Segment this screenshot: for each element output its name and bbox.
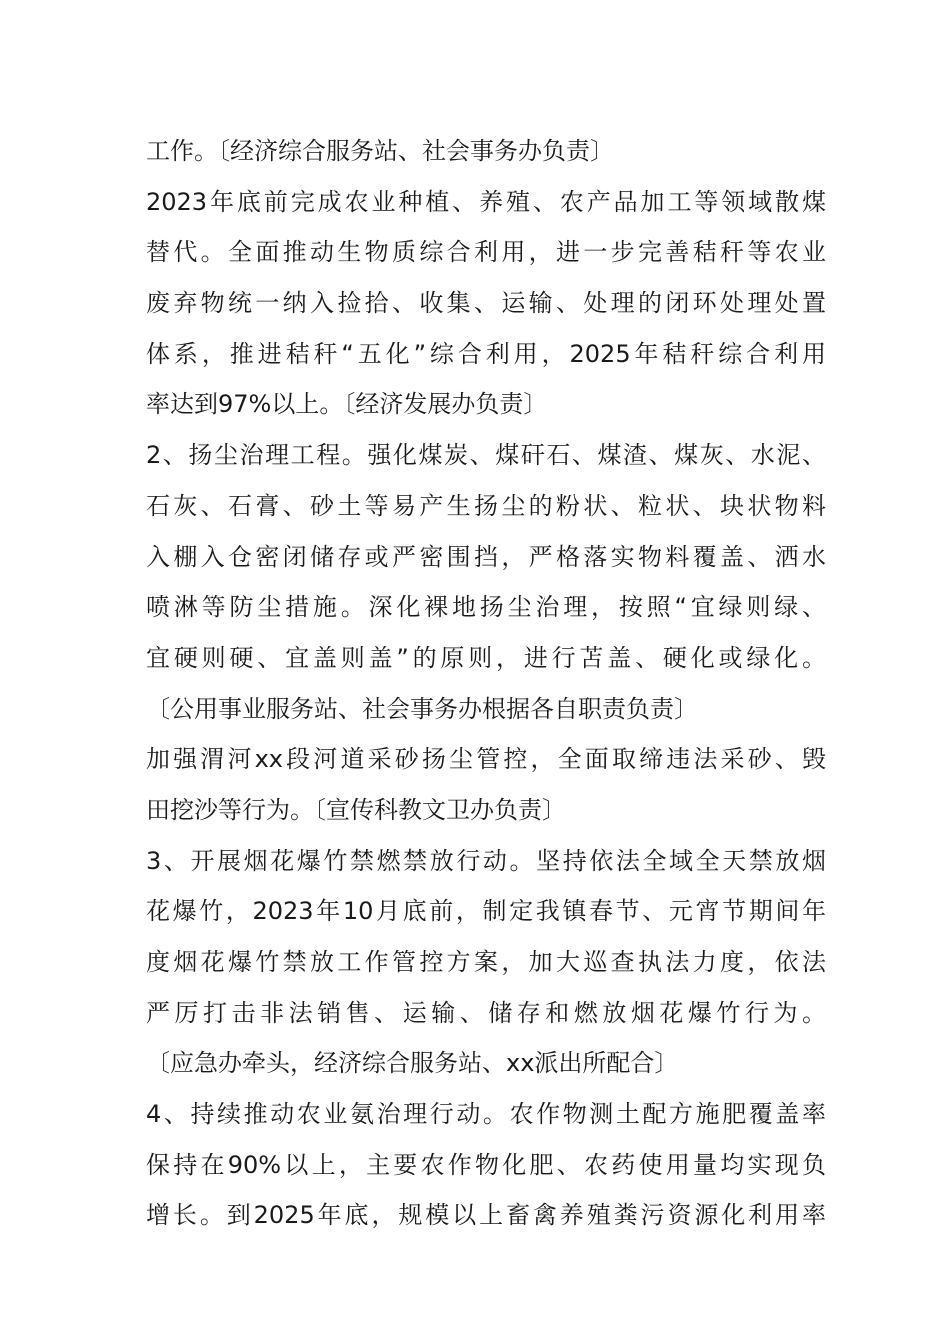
text-line: 率达到97%以上。〔经济发展办负责〕 — [146, 390, 548, 419]
text-line: 〔公用事业服务站、社会事务办根据各自职责负责〕 — [146, 694, 698, 723]
text-line: 入棚入仓密闭储存或严密围挡，严格落实物料覆盖、洒水 — [146, 542, 826, 571]
text-line: 替代。全面推动生物质综合利用，进一步完善秸秆等农业 — [146, 238, 826, 267]
text-line: 石灰、石膏、砂土等易产生扬尘的粉状、粒状、块状物料 — [146, 491, 826, 520]
text-line: 喷淋等防尘措施。深化裸地扬尘治理，按照“宜绿则绿、 — [146, 593, 826, 622]
text-line: 田挖沙等行为。〔宣传科教文卫办负责〕 — [146, 795, 566, 824]
text-line: 体系，推进秸秆“五化”综合利用，2025年秸秆综合利用 — [146, 339, 826, 368]
text-line: 保持在90%以上，主要农作物化肥、农药使用量均实现负 — [146, 1150, 826, 1179]
text-line: 4、持续推动农业氨治理行动。农作物测土配方施肥覆盖率 — [146, 1100, 826, 1129]
text-line: 增长。到2025年底，规模以上畜禽养殖粪污资源化利用率 — [146, 1201, 826, 1230]
text-line: 废弃物统一纳入捡拾、收集、运输、处理的闭环处理处置 — [146, 289, 826, 318]
text-line: 花爆竹，2023年10月底前，制定我镇春节、元宵节期间年 — [146, 897, 826, 926]
text-line: 严厉打击非法销售、运输、储存和燃放烟花爆竹行为。 — [146, 998, 826, 1027]
text-line: 〔应急办牵头，经济综合服务站、xx派出所配合〕 — [146, 1049, 679, 1078]
text-line: 3、开展烟花爆竹禁燃禁放行动。坚持依法全域全天禁放烟 — [146, 846, 826, 875]
text-line: 2、扬尘治理工程。强化煤炭、煤矸石、煤渣、煤灰、水泥、 — [146, 441, 826, 470]
text-line: 工作。〔经济综合服务站、社会事务办负责〕 — [146, 137, 614, 165]
text-line: 度烟花爆竹禁放工作管控方案，加大巡查执法力度，依法 — [146, 948, 826, 976]
text-line: 宜硬则硬、宜盖则盖”的原则，进行苫盖、硬化或绿化。 — [146, 643, 826, 672]
text-line: 加强渭河xx段河道采砂扬尘管控，全面取缔违法采砂、毁 — [146, 745, 826, 774]
document-body — [146, 126, 826, 1241]
text-line: 2023年底前完成农业种植、养殖、农产品加工等领域散煤 — [146, 187, 826, 216]
